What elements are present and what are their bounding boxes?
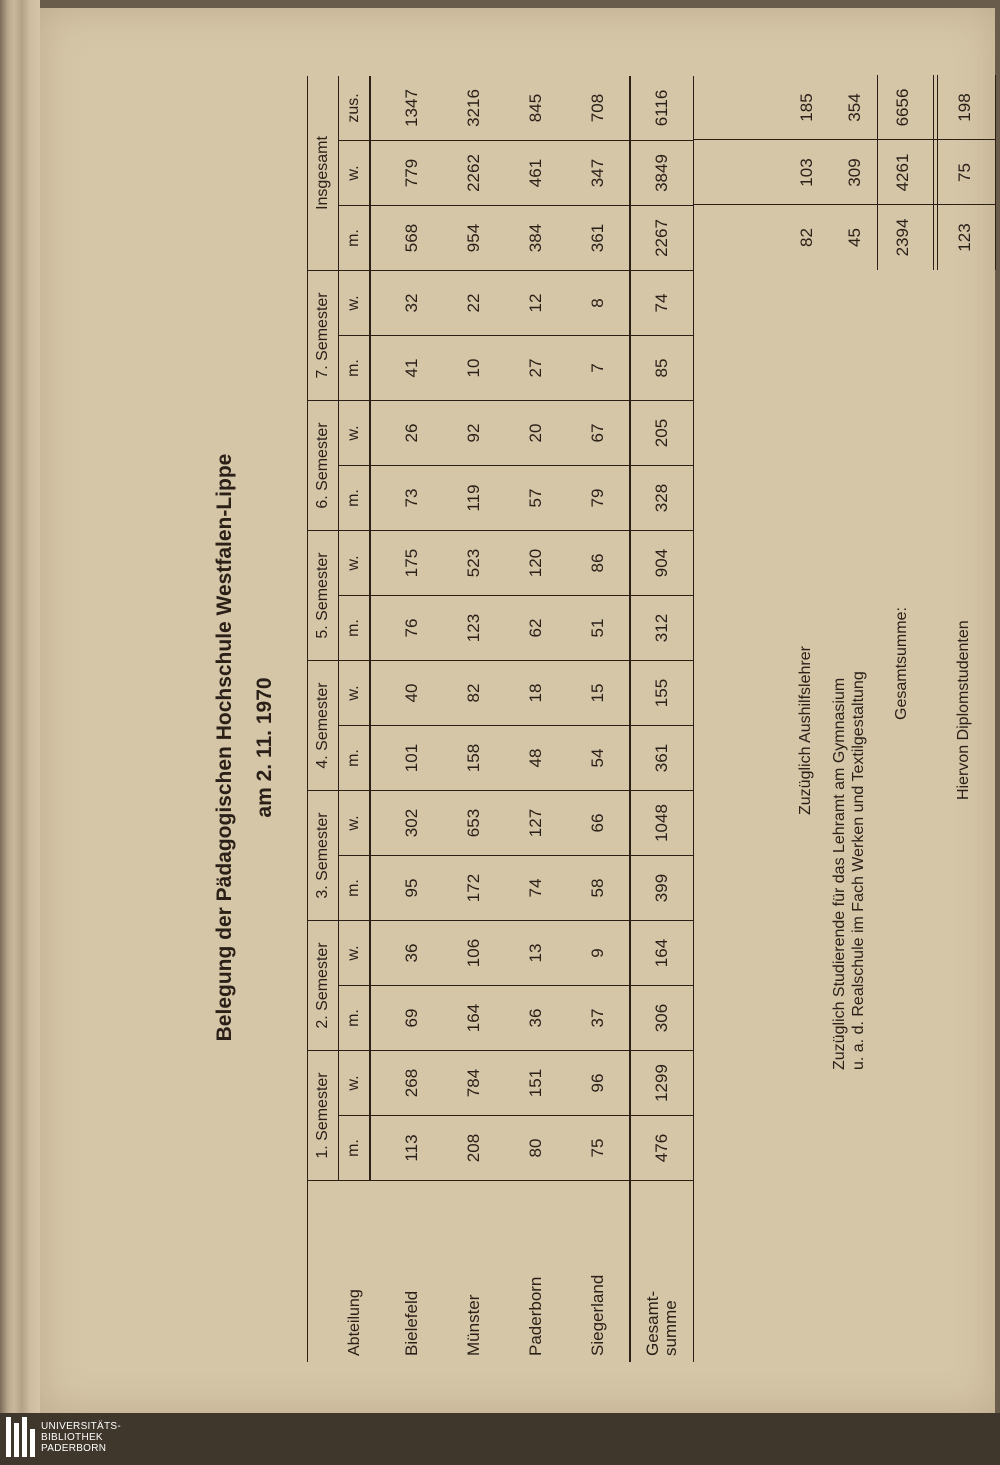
table-cell: 48 bbox=[505, 726, 567, 791]
extra-value: 198 bbox=[955, 93, 974, 122]
library-logo-icon bbox=[6, 1417, 35, 1457]
table-cell: 41 bbox=[370, 336, 443, 401]
table-cell: 75 bbox=[567, 1116, 630, 1181]
table-cell: 1048 bbox=[630, 791, 694, 856]
header-m: m. bbox=[339, 336, 371, 401]
row-label: Siegerland bbox=[567, 1181, 630, 1363]
table-cell: 568 bbox=[370, 206, 443, 271]
header-w: w. bbox=[339, 531, 371, 596]
row-label: Paderborn bbox=[505, 1181, 567, 1363]
header-w: w. bbox=[339, 271, 371, 336]
extra-value: 4261 bbox=[893, 153, 912, 192]
table-cell: 92 bbox=[443, 401, 505, 466]
header-semester-3: 3. Semester bbox=[308, 791, 339, 921]
table-row bbox=[505, 76, 567, 1362]
extra-value: 185 bbox=[797, 93, 816, 122]
table-cell: 361 bbox=[567, 206, 630, 271]
table-cell: 13 bbox=[505, 921, 567, 986]
table-row bbox=[370, 76, 443, 1362]
table-cell: 74 bbox=[630, 271, 694, 336]
table-cell: 399 bbox=[630, 856, 694, 921]
table-cell: 476 bbox=[630, 1116, 694, 1181]
header-zus: zus. bbox=[339, 76, 371, 141]
table-cell: 113 bbox=[370, 1116, 443, 1181]
row-rule bbox=[877, 75, 878, 270]
table-cell: 1299 bbox=[630, 1051, 694, 1116]
table-cell: 51 bbox=[567, 596, 630, 661]
page-subtitle: am 2. 11. 1970 bbox=[253, 677, 276, 818]
enrollment-table bbox=[307, 76, 694, 1362]
table-cell: 158 bbox=[443, 726, 505, 791]
header-w: w. bbox=[339, 921, 371, 986]
note-diplomstudenten: Hiervon Diplomstudenten bbox=[955, 620, 972, 800]
table-cell: 57 bbox=[505, 466, 567, 531]
extra-value: 354 bbox=[845, 93, 864, 122]
table-cell: 123 bbox=[443, 596, 505, 661]
table-cell: 66 bbox=[567, 791, 630, 856]
table-cell: 106 bbox=[443, 921, 505, 986]
table-cell: 69 bbox=[370, 986, 443, 1051]
table-cell: 101 bbox=[370, 726, 443, 791]
table-cell: 82 bbox=[443, 661, 505, 726]
table-cell: 3216 bbox=[464, 89, 483, 127]
table-cell: 76 bbox=[370, 596, 443, 661]
table-cell: 904 bbox=[630, 531, 694, 596]
header-semester-1: 1. Semester bbox=[308, 1051, 339, 1181]
table-cell: 151 bbox=[505, 1051, 567, 1116]
header-m: m. bbox=[339, 466, 371, 531]
table-cell: 312 bbox=[630, 596, 694, 661]
table-cell: 20 bbox=[505, 401, 567, 466]
header-w: w. bbox=[339, 141, 371, 206]
note-gesamtsumme: Gesamtsumme: bbox=[893, 607, 910, 720]
header-w: w. bbox=[339, 791, 371, 856]
header-m: m. bbox=[339, 726, 371, 791]
table-cell: 15 bbox=[567, 661, 630, 726]
table-cell: 37 bbox=[567, 986, 630, 1051]
table-cell: 96 bbox=[567, 1051, 630, 1116]
table-cell: 6116 bbox=[630, 76, 694, 141]
row-rule bbox=[933, 75, 934, 270]
table-cell: 18 bbox=[505, 661, 567, 726]
table-cell: 22 bbox=[443, 271, 505, 336]
table-cell: 653 bbox=[443, 791, 505, 856]
extra-value: 123 bbox=[955, 223, 974, 252]
table-cell: 127 bbox=[505, 791, 567, 856]
table-cell: 9 bbox=[567, 921, 630, 986]
table-cell: 62 bbox=[505, 596, 567, 661]
table-cell: 120 bbox=[505, 531, 567, 596]
table-cell: 119 bbox=[443, 466, 505, 531]
table-cell: 12 bbox=[505, 271, 567, 336]
table-cell: 384 bbox=[505, 206, 567, 271]
extra-value: 75 bbox=[955, 163, 974, 182]
table-row bbox=[443, 76, 505, 1362]
table-cell: 79 bbox=[567, 466, 630, 531]
table-cell: 32 bbox=[370, 271, 443, 336]
table-cell: 10 bbox=[443, 336, 505, 401]
table-cell: 95 bbox=[370, 856, 443, 921]
table-cell: 175 bbox=[370, 531, 443, 596]
table-cell: 164 bbox=[630, 921, 694, 986]
table-cell: 172 bbox=[443, 856, 505, 921]
book-page-edge bbox=[0, 0, 40, 1465]
table-cell: 2262 bbox=[443, 141, 505, 206]
table-cell: 784 bbox=[443, 1051, 505, 1116]
extra-value: 6656 bbox=[893, 88, 912, 127]
table-cell: 302 bbox=[370, 791, 443, 856]
table-cell: 7 bbox=[567, 336, 630, 401]
note-aushilfslehrer: Zuzüglich Aushilfslehrer bbox=[797, 646, 814, 815]
table-cell: 27 bbox=[505, 336, 567, 401]
table-cell: 8 bbox=[567, 271, 630, 336]
note-studierende: Zuzüglich Studierende für das Lehramt am Gymnasium u. a. d. Realschule im Fach Werken und Textilgestaltung bbox=[831, 671, 867, 1070]
table-cell: 58 bbox=[567, 856, 630, 921]
table-cell: 461 bbox=[505, 141, 567, 206]
table-cell: 708 bbox=[588, 93, 607, 123]
table-cell: 80 bbox=[505, 1116, 567, 1181]
table-cell: 306 bbox=[630, 986, 694, 1051]
library-name-line3: PADERBORN bbox=[41, 1442, 107, 1454]
extra-value: 82 bbox=[797, 228, 816, 247]
row-label: Bielefeld bbox=[370, 1181, 443, 1363]
table-cell: 954 bbox=[443, 206, 505, 271]
header-abteilung: Abteilung bbox=[308, 1181, 371, 1363]
table-cell: 155 bbox=[630, 661, 694, 726]
library-footer-strip bbox=[0, 1413, 1000, 1465]
table-cell: 523 bbox=[443, 531, 505, 596]
table-cell: 36 bbox=[505, 986, 567, 1051]
header-semester-7: 7. Semester bbox=[308, 271, 339, 401]
table-cell: 779 bbox=[370, 141, 443, 206]
header-m: m. bbox=[339, 1116, 371, 1181]
table-cell: 73 bbox=[370, 466, 443, 531]
table-cell: 3849 bbox=[630, 141, 694, 206]
table-cell: 36 bbox=[370, 921, 443, 986]
table-cell: 67 bbox=[567, 401, 630, 466]
header-m: m. bbox=[339, 856, 371, 921]
table-cell: 328 bbox=[630, 466, 694, 531]
library-name-line1: UNIVERSITÄTS- bbox=[41, 1420, 122, 1432]
extra-value: 2394 bbox=[893, 218, 912, 257]
extra-value: 45 bbox=[845, 228, 864, 247]
extra-value: 103 bbox=[797, 158, 816, 187]
table-cell: 205 bbox=[630, 401, 694, 466]
table-cell: 86 bbox=[567, 531, 630, 596]
header-w: w. bbox=[339, 401, 371, 466]
table-cell: 85 bbox=[630, 336, 694, 401]
header-insgesamt: Insgesamt bbox=[308, 76, 339, 271]
table-cell: 2267 bbox=[630, 206, 694, 271]
table-row bbox=[567, 76, 630, 1362]
rotated-content bbox=[205, 65, 1000, 1430]
header-semester-2: 2. Semester bbox=[308, 921, 339, 1051]
table-cell: 845 bbox=[526, 93, 545, 123]
header-w: w. bbox=[339, 1051, 371, 1116]
table-row bbox=[630, 76, 694, 1362]
library-logo bbox=[6, 1417, 121, 1457]
table-cell: 40 bbox=[370, 661, 443, 726]
table-cell: 361 bbox=[630, 726, 694, 791]
table-cell: 74 bbox=[505, 856, 567, 921]
table-cell: 347 bbox=[567, 141, 630, 206]
row-label: Gesamt- summe bbox=[630, 1181, 694, 1363]
table-cell: 1347 bbox=[402, 89, 421, 127]
column-rule bbox=[694, 139, 995, 140]
header-m: m. bbox=[339, 986, 371, 1051]
table-cell: 26 bbox=[370, 401, 443, 466]
table-cell: 54 bbox=[567, 726, 630, 791]
table-cell: 268 bbox=[370, 1051, 443, 1116]
library-name-line2: BIBLIOTHEK bbox=[41, 1431, 103, 1443]
table-cell: 208 bbox=[443, 1116, 505, 1181]
header-semester-6: 6. Semester bbox=[308, 401, 339, 531]
header-m: m. bbox=[339, 206, 371, 271]
row-rule bbox=[937, 75, 938, 270]
extra-value: 309 bbox=[845, 158, 864, 187]
header-m: m. bbox=[339, 596, 371, 661]
table-cell: 164 bbox=[443, 986, 505, 1051]
row-label: Münster bbox=[443, 1181, 505, 1363]
header-w: w. bbox=[339, 661, 371, 726]
header-semester-4: 4. Semester bbox=[308, 661, 339, 791]
page-title: Belegung der Pädagogischen Hochschule Westfalen-Lippe bbox=[213, 453, 236, 1042]
column-rule bbox=[694, 204, 995, 205]
header-semester-5: 5. Semester bbox=[308, 531, 339, 661]
row-rule bbox=[995, 75, 996, 270]
